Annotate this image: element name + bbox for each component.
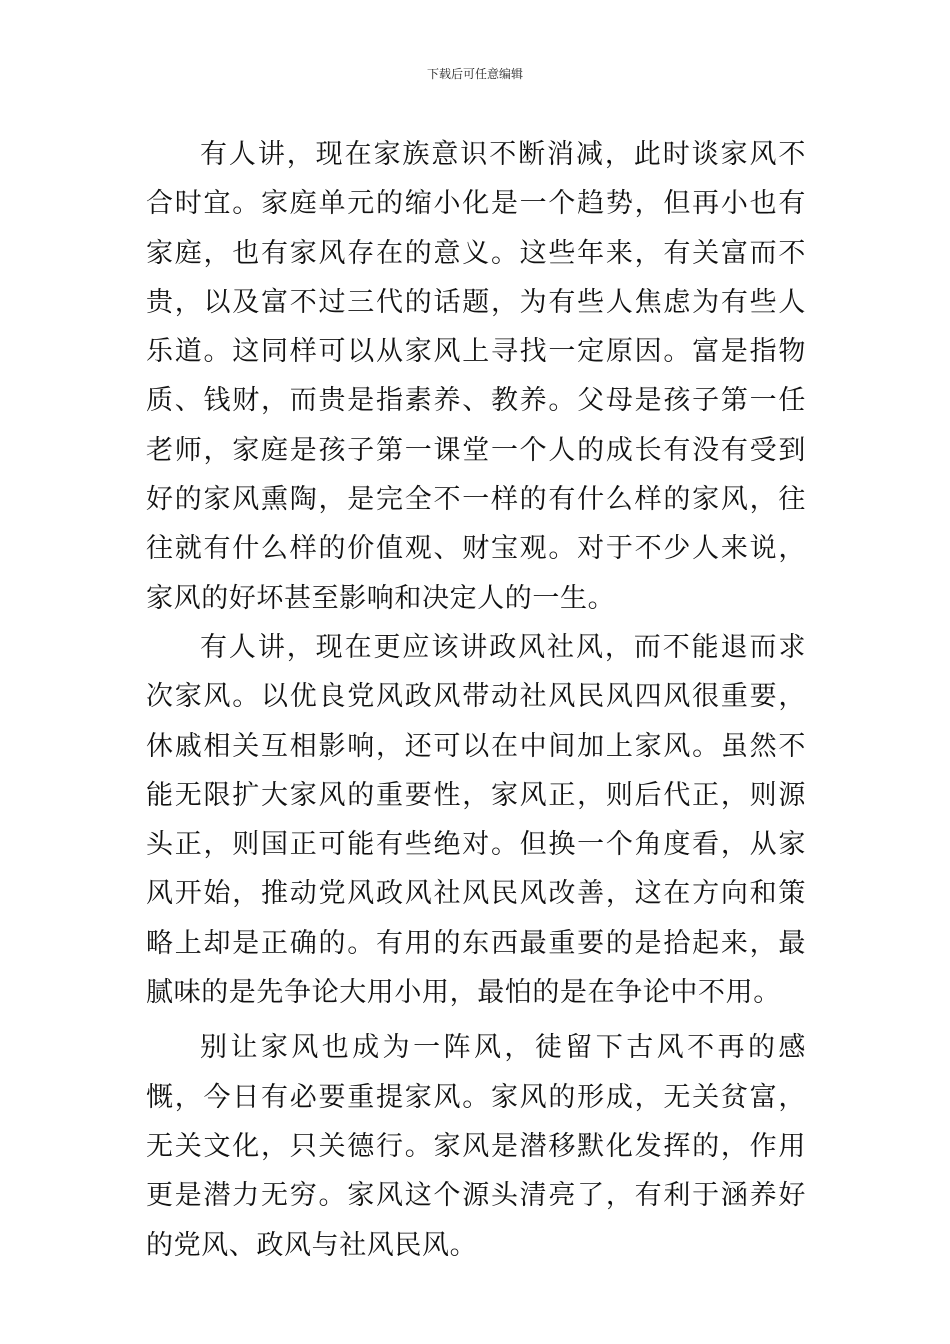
paragraph-2: 有人讲，现在更应该讲政风社风，而不能退而求次家风。以优良党风政风带动社风民风四风很重要，休戚相关互相影响，还可以在中间加上家风。虽然不能无限扩大家风的重要性，家风正，则后代正，则源头正，则国正可能有些绝对。但换一个角度看，从家风开始，推动党风政风社风民风改善，这在方向和策略上却是正确的。有用的东西最重要的是拾起来，最腻味的是先争论大用小用，最怕的是在争论中不用。: [146, 631, 806, 1009]
paragraph-3: 别让家风也成为一阵风，徒留下古风不再的感慨，今日有必要重提家风。家风的形成，无关贫富，无关文化，只关德行。家风是潜移默化发挥的，作用更是潜力无穷。家风这个源头清亮了，有利于涵养好的党风、政风与社风民风。: [146, 1032, 806, 1261]
document-body: [146, 130, 806, 1270]
paragraph-1: 有人讲，现在家族意识不断消减，此时谈家风不合时宜。家庭单元的缩小化是一个趋势，但再小也有家庭，也有家风存在的意义。这些年来，有关富而不贵，以及富不过三代的话题，为有些人焦虑为有些人乐道。这同样可以从家风上寻找一定原因。富是指物质、钱财，而贵是指素养、教养。父母是孩子第一任老师，家庭是孩子第一课堂一个人的成长有没有受到好的家风熏陶，是完全不一样的有什么样的家风，往往就有什么样的价值观、财宝观。对于不少人来说，家风的好坏甚至影响和决定人的一生。: [146, 139, 806, 614]
page-header: 下载后可任意编辑: [426, 67, 523, 81]
